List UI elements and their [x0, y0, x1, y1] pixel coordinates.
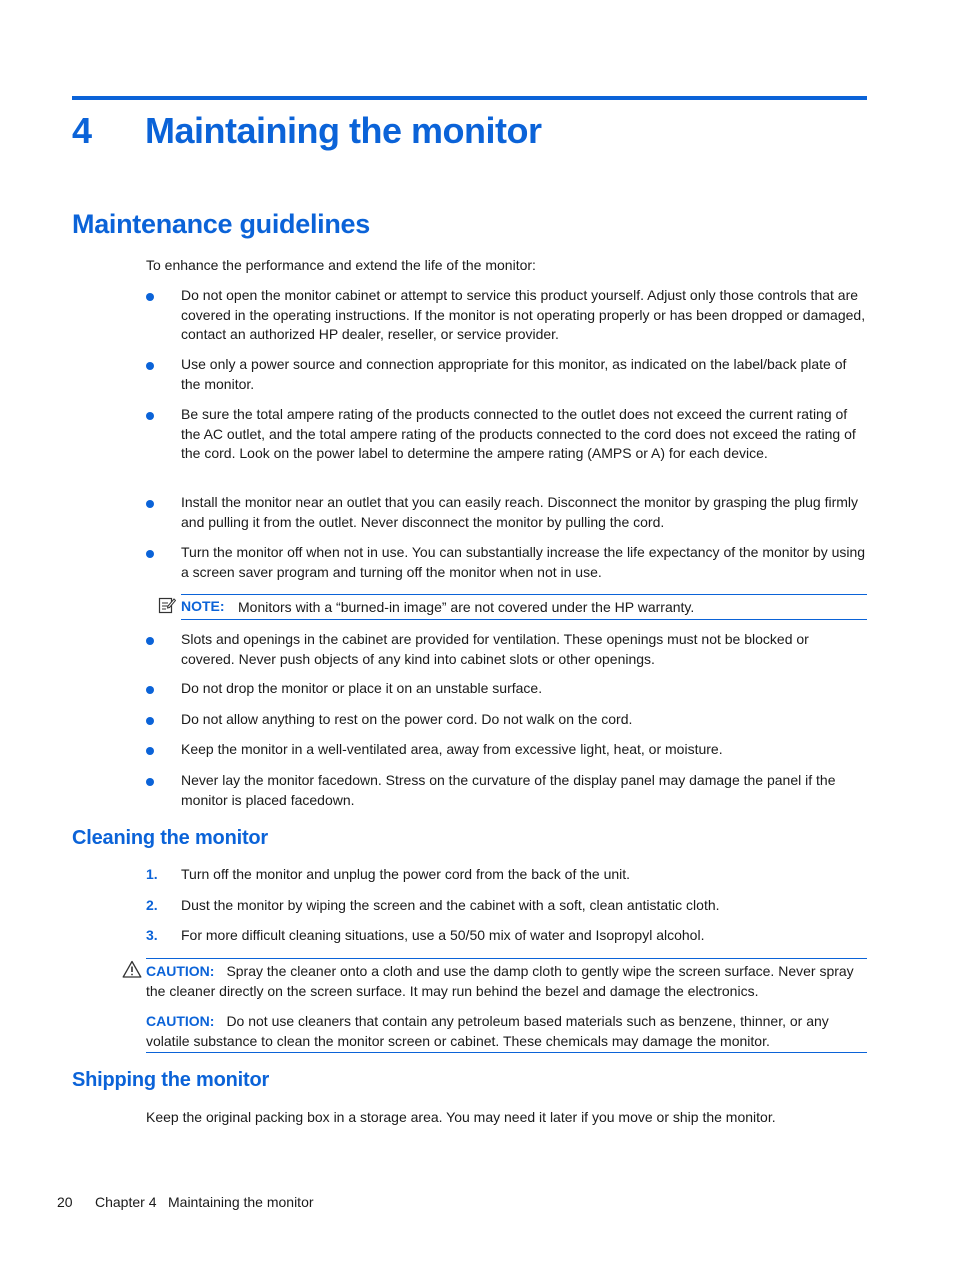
- caution-paragraph: [146, 962, 867, 1001]
- warning-icon: [122, 960, 142, 978]
- section-title: Maintenance guidelines: [72, 209, 370, 239]
- shipping-text: Keep the original packing box in a storage area. You may need it later if you move or ship the monitor.: [146, 1109, 776, 1125]
- list-item: Never lay the monitor facedown. Stress on the curvature of the display panel may damage the panel if the monitor is placed facedown.: [146, 771, 866, 810]
- list-item: 1. Turn off the monitor and unplug the power cord from the back of the unit.: [146, 866, 631, 882]
- list-item: Do not drop the monitor or place it on an unstable surface.: [146, 679, 866, 699]
- list-item: Do not open the monitor cabinet or attempt to service this product yourself. Adjust only those controls that are covered in the operating instructions. If the monitor is not operating properly or has been dropped or damaged, contact an authorized HP dealer, reseller, or service provider.: [146, 286, 866, 345]
- list-item: 2. Dust the monitor by wiping the screen and the cabinet with a soft, clean antistatic cloth.: [146, 897, 720, 913]
- caution-text: Spray the cleaner onto a cloth and use the damp cloth to gently wipe the screen surface. Never spray the cleaner directly on the screen surface. It may run behind the bezel and damage the electronics.: [146, 963, 854, 999]
- list-item: Be sure the total ampere rating of the products connected to the outlet does not exceed the current rating of the AC outlet, and the total ampere rating of the products connected to the cord does not exceed the rating of the cord. Look on the power label to determine the ampere rating (AMPS or A) for each device.: [146, 405, 866, 464]
- cleaning-title: Cleaning the monitor: [72, 827, 269, 849]
- note-label: NOTE:: [181, 598, 225, 614]
- bullet-icon: [146, 637, 154, 645]
- chapter-heading: [72, 108, 541, 154]
- list-item: Turn the monitor off when not in use. You can substantially increase the life expectancy of the monitor by using a screen saver program and turning off the monitor when not in use.: [146, 543, 866, 582]
- chapter-number: 4: [72, 110, 92, 151]
- caution-text: Do not use cleaners that contain any petroleum based materials such as benzene, thinner, or any volatile substance to clean the monitor screen or cabinet. These chemicals may damage the monitor.: [146, 1013, 829, 1049]
- page-number: 20: [57, 1194, 73, 1210]
- list-item: Install the monitor near an outlet that you can easily reach. Disconnect the monitor by grasping the plug firmly and pulling it from the outlet. Never disconnect the monitor by pulling the cord.: [146, 493, 866, 532]
- caution-box: [146, 958, 867, 1053]
- note-icon: [158, 596, 176, 614]
- footer-chapter-title: Maintaining the monitor: [168, 1194, 314, 1210]
- page-footer: [57, 1193, 314, 1212]
- chapter-title: Maintaining the monitor: [145, 110, 542, 151]
- section-intro: To enhance the performance and extend the life of the monitor:: [146, 257, 536, 273]
- note-box: [181, 594, 867, 620]
- list-item: Use only a power source and connection appropriate for this monitor, as indicated on the label/back plate of the monitor.: [146, 355, 866, 394]
- bullet-icon: [146, 293, 154, 301]
- caution-label: CAUTION:: [146, 1013, 215, 1029]
- bullet-icon: [146, 717, 154, 725]
- footer-chapter-label: Chapter 4: [95, 1194, 157, 1210]
- bullet-icon: [146, 500, 154, 508]
- bullet-icon: [146, 778, 154, 786]
- list-item: 3. For more difficult cleaning situations, use a 50/50 mix of water and Isopropyl alcohol.: [146, 927, 705, 943]
- caution-label: CAUTION:: [146, 963, 215, 979]
- bullet-icon: [146, 686, 154, 694]
- bullet-icon: [146, 747, 154, 755]
- list-item: Slots and openings in the cabinet are provided for ventilation. These openings must not be blocked or covered. Never push objects of any kind into cabinet slots or other openings.: [146, 630, 866, 669]
- chapter-rule: [72, 96, 867, 100]
- note-text: Monitors with a “burned-in image” are not covered under the HP warranty.: [238, 599, 695, 615]
- shipping-title: Shipping the monitor: [72, 1069, 270, 1091]
- list-item: Do not allow anything to rest on the power cord. Do not walk on the cord.: [146, 710, 866, 730]
- bullet-icon: [146, 550, 154, 558]
- caution-paragraph: [146, 1012, 867, 1051]
- list-item: Keep the monitor in a well-ventilated area, away from excessive light, heat, or moisture.: [146, 740, 866, 760]
- bullet-icon: [146, 362, 154, 370]
- bullet-icon: [146, 412, 154, 420]
